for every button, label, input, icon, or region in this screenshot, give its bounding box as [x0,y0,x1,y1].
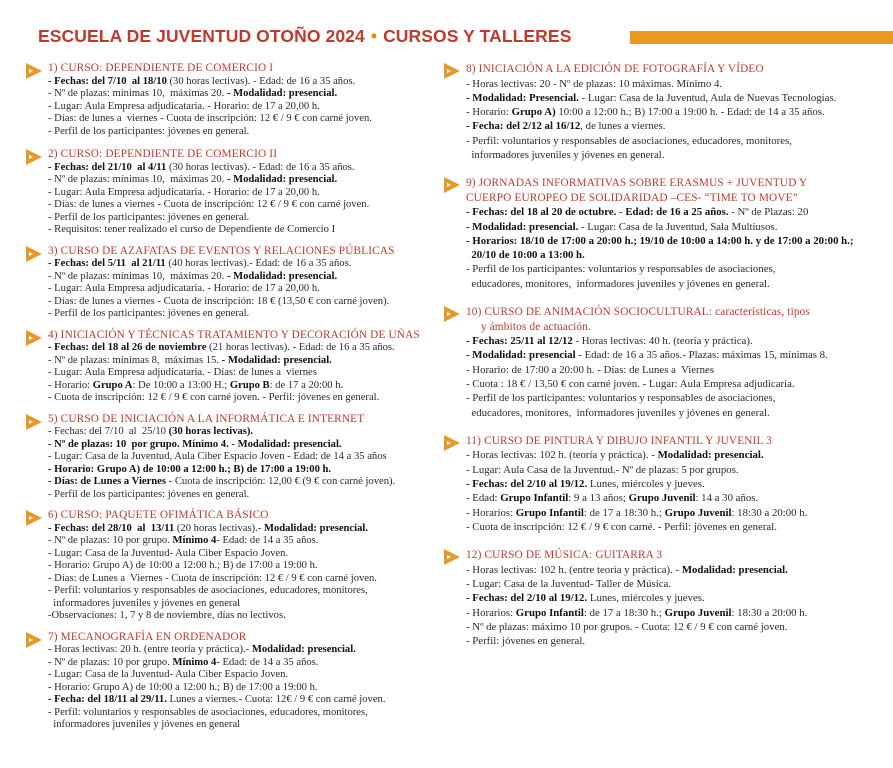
course-detail-line [48,283,436,296]
detail-text: - Nº de plazas: mínimas 10, máximas 20. [48,270,227,282]
course-title [48,62,436,76]
detail-text: - Fechas: del 7/10 al 25/10 [48,426,169,437]
detail-text: - Cuota de inscripción: 12,00 € (9 € con carné joven). [166,476,396,487]
detail-emphasis: Grupo Juvenil [664,506,732,519]
course-detail-line [48,392,436,405]
detail-text: - Cuota : 18 € / 13,50 € con carné joven. - Lugar: Aula Empresa adjudicaria. [466,377,795,390]
course-section [444,176,889,291]
course-detail-line [48,224,436,237]
detail-text: : 14 a 30 años. [695,492,759,505]
detail-emphasis: - Días: de Lunes a Viernes [48,476,167,487]
detail-text: - Nº de plazas: máximo 10 por grupos. - [466,620,642,633]
course-detail-line [48,682,436,695]
detail-text: , de lunes a viernes. [580,120,666,133]
course-detail-line [466,334,889,348]
course-detail-line [48,573,436,586]
detail-emphasis: Grupo Juvenil [628,492,696,505]
detail-text: (40 horas lectivas).- Edad: de 16 a 35 años. [165,258,352,269]
course-detail-line [48,598,436,611]
course-section [26,509,436,623]
detail-text: -Observaciones: 1, 7 y 8 de noviembre, días no lectivos. [48,610,286,621]
course-detail-line [466,205,889,219]
detail-text: (21 horas lectivas). - Edad: de 16 a 35 años. [206,342,395,353]
course-detail-line [466,134,889,148]
detail-emphasis: Edad: de 16 a 25 años. [625,206,729,219]
detail-text: : de 17 a 18:30 h.; [583,606,665,619]
detail-text: - Nº de plazas: 10 por grupo. [48,535,173,546]
course-section [444,62,889,162]
detail-emphasis: Mínimo 4 [172,656,217,668]
detail-emphasis: Grupo Juvenil [664,606,732,619]
title-separator: • [370,26,378,46]
course-detail-line [466,563,889,577]
course-detail-line [466,234,889,248]
detail-text: - Lugar: Casa de la Juventud- Aula Ciber Espacio Joven. [48,669,289,680]
course-detail-line [48,174,436,187]
detail-text: - Perfil de los participantes: voluntarios y responsables de asociaciones, [466,263,776,276]
detail-text: - Horas lectivas: 102 h. (teoría y práctica). - [466,449,658,462]
detail-emphasis: Grupo B [229,379,270,391]
course-detail-line [48,367,436,380]
course-detail-line [48,101,436,114]
arrow-bullet-icon [444,177,460,193]
detail-text: - Horas lectivas: 20 - Nº de plazas: 10 máximas. Mínimo 4. [466,77,723,90]
course-title-text: 11) CURSO DE PINTURA Y DIBUJO INFANTIL Y JUVENIL 3 [466,434,772,447]
course-title-text: 2) CURSO: DEPENDIENTE DE COMERCIO II [48,148,278,160]
detail-emphasis: - Fechas: del 5/11 al 21/11 [48,258,166,269]
course-detail-line [48,258,436,271]
course-detail-line [48,126,436,139]
detail-text: - Horas lectivas: 40 h. (teoría y práctica). [572,335,753,348]
course-title [48,329,436,343]
detail-text: - Horas lectivas: 20 h. (entre teoría y práctica).- [48,644,252,655]
detail-text: - Edad: de 14 a 35 años. [216,656,319,668]
course-title [48,148,436,162]
arrow-bullet-icon [26,246,42,262]
course-title-text: 10) CURSO DE ANIMACIÓN SOCIOCULTURAL: características, tipos [466,306,811,319]
detail-text: - Cuota de inscripción: 12 € / 9 € con carné. - Perfil: jóvenes en general. [466,520,777,533]
course-detail-line [466,477,889,491]
course-title-text: 8) INICIACIÓN A LA EDICIÓN DE FOTOGRAFÍA Y VÍDEO [466,63,764,75]
detail-emphasis: - Fechas: 25/11 al 12/12 [466,335,573,348]
detail-emphasis: - Modalidad: presencial. [226,270,338,282]
detail-emphasis: Mínimo 4 [172,535,217,546]
course-section [26,413,436,502]
course-title-text: 6) CURSO: PAQUETE OFIMÁTICA BÁSICO [48,509,269,521]
detail-text: : de 17 a 20:00 h. [269,379,344,391]
course-detail-line [466,506,889,520]
detail-text: - Perfil de los participantes: jóvenes en general. [48,488,250,500]
course-detail-line [48,187,436,200]
course-section [26,329,436,405]
course-detail-line [48,76,436,89]
course-detail-line [466,148,889,162]
course-title [466,305,889,334]
arrow-bullet-icon [26,510,42,526]
course-detail-line [466,262,889,276]
course-section [26,631,436,732]
course-detail-line [48,610,436,623]
detail-text: - Nº de plazas: mínimas 10, máximas 20. [48,88,227,99]
detail-text: - Horas lectivas: 102 h. (entre teoría y práctica). - [466,563,682,576]
course-title [48,245,436,259]
course-detail-line [466,105,889,119]
course-detail-line [466,220,889,234]
course-detail-line [48,464,436,477]
detail-text: Lunes, miércoles y jueves. [587,477,705,490]
detail-text: Lunes a viernes.- Cuota: 12€ / 9 € con carné joven. [166,694,386,705]
detail-emphasis: - Fechas: del 2/10 al 19/12. [466,592,588,605]
detail-emphasis: Grupo Infantil [515,606,584,619]
detail-emphasis: - Horarios: 18/10 de 17:00 a 20:00 h.; 19/10 de 10:00 a 14:00 h. y de 17:00 a 20:00 h.; [466,234,854,247]
course-detail-line [48,535,436,548]
course-detail-line [466,363,889,377]
course-detail-line [466,77,889,91]
detail-text: - Perfil: voluntarios y responsables de asociaciones, educadores, monitores, [48,706,368,718]
course-section [26,62,436,138]
course-detail-line [466,520,889,534]
detail-text: Lunes, miércoles y jueves. [587,592,705,605]
course-detail-line [466,463,889,477]
course-detail-line [466,119,889,133]
detail-text: - Requisitos: tener realizado el curso de Dependiente de Comercio I [48,224,336,235]
course-detail-line [48,439,436,452]
detail-emphasis: - Fechas: del 7/10 al 18/10 [48,75,167,87]
course-detail-line [466,248,889,262]
detail-text: - Lugar: Aula Casa de la Juventud.- Nº de plazas: 5 por grupos. [466,463,739,476]
course-title [466,62,889,77]
course-detail-line [48,707,436,720]
course-detail-line [466,348,889,362]
course-detail-line [48,657,436,670]
detail-text: - Días: de Lunes a Viernes - Cuota de inscripción: 12 € / 9 € con carné joven. [48,572,377,584]
course-title-continued: CUERPO EUROPEO DE SOLIDARIDAD –CES- “TIME TO MOVE” [466,191,798,204]
detail-text: - Perfil: voluntarios y responsables de asociaciones, educadores, monitores, [466,134,792,147]
detail-emphasis: Modalidad: presencial. [681,563,788,576]
detail-text: - Perfil: jóvenes en general. [466,635,586,648]
course-title [466,434,889,449]
detail-text: - Nº de plazas: mínimas 10, máximas 20. [48,174,227,185]
detail-text: - Horario: Grupo A) de 10:00 a 12:00 h.; B) de 17:00 a 19:00 h. [48,681,318,693]
detail-text: : de 17 a 18:30 h.; [583,506,665,519]
course-detail-line [48,308,436,321]
course-detail-line [48,489,436,502]
detail-text: : 18:30 a 20:00 h. [731,606,808,619]
course-section [444,434,889,534]
detail-emphasis: Modalidad: presencial. [251,644,356,655]
page-title [38,26,571,47]
course-detail-line [48,476,436,489]
course-detail-line [48,271,436,284]
arrow-bullet-icon [444,63,460,79]
header-accent-bar [630,31,893,44]
detail-emphasis: Grupo Infantil [515,506,584,519]
detail-text: - Horarios: [466,606,516,619]
course-section [26,148,436,237]
course-detail-line [466,491,889,505]
detail-emphasis: (30 horas lectivas). [168,426,254,437]
detail-text: (30 horas lectivas). - Edad: de 16 a 35 años. [166,75,356,87]
detail-emphasis: - Modalidad: presencial. [226,88,338,99]
course-detail-line [48,380,436,393]
arrow-bullet-icon [444,435,460,451]
detail-emphasis: - Fecha: del 18/11 al 29/11. [48,694,167,705]
detail-emphasis: - Modalidad: presencial. [466,220,579,233]
detail-emphasis: 20/10 de 10:00 a 13:00 h. [466,249,585,262]
detail-text: - Edad: [466,492,501,505]
detail-emphasis: - Fechas: del 18 al 26 de noviembre [48,342,207,353]
course-detail-line [48,585,436,598]
detail-emphasis: - Modalidad: presencial. [221,354,332,366]
course-title-text: 5) CURSO DE INICIACIÓN A LA INFORMÁTICA E INTERNET [48,412,365,425]
detail-emphasis: Grupo Infantil [500,492,569,505]
detail-text: : 18:30 a 20:00 h. [731,506,808,519]
detail-text: - Perfil de los participantes: jóvenes en general. [48,308,250,319]
page-header [0,0,893,52]
course-detail-line [466,377,889,391]
course-detail-line [48,548,436,561]
detail-text: : De 10:00 a 13:00 H.; [132,379,230,391]
detail-text: - Nº de Plazas: 20 [728,206,809,219]
course-title-continued: y ámbitos de actuación. [466,320,591,333]
course-detail-line [48,669,436,682]
detail-emphasis: - Horario: Grupo A) de 10:00 a 12:00 h.; B) de 17:00 a 19:00 h. [48,463,332,475]
detail-text: educadores, monitores, informadores juveniles y jóvenes en general. [466,406,770,419]
arrow-bullet-icon [26,414,42,430]
detail-emphasis: Grupo A [92,379,133,391]
detail-emphasis: - Fecha: del 2/12 al 16/12 [466,120,581,133]
detail-text: - Cuota de inscripción: 12 € / 9 € con carné joven. - Perfil: jóvenes en general. [48,392,380,403]
arrow-bullet-icon [444,306,460,322]
course-detail-line [466,277,889,291]
course-section [444,305,889,420]
course-detail-line [48,719,436,732]
detail-text: - Horarios: [466,506,516,519]
course-detail-line [48,451,436,464]
course-title-text: 3) CURSO DE AZAFATAS DE EVENTOS Y RELACIONES PÚBLICAS [48,244,395,257]
course-detail-line [466,448,889,462]
course-title-text: 4) INICIACIÓN Y TÉCNICAS TRATAMIENTO Y DECORACIÓN DE UÑAS [48,328,420,341]
course-detail-line [466,91,889,105]
detail-text: - Lugar: Aula Empresa adjudicataria. - Horario: de 17 a 20,00 h. [48,100,320,112]
course-section [444,548,889,648]
detail-emphasis: - Modalidad: presencial [466,349,576,362]
detail-text: - Días: de lunes a viernes - Cuota de inscripción: 12 € / 9 € con carné joven. [48,199,370,210]
detail-emphasis: - Fechas: del 2/10 al 19/12. [466,477,588,490]
course-title-text: 12) CURSO DE MÚSICA: GUITARRA 3 [466,549,663,562]
course-detail-line [466,606,889,620]
detail-text: (30 horas lectivas). - Edad: de 16 a 35 años. [166,161,355,173]
detail-text: - [616,206,626,219]
title-main: ESCUELA DE JUVENTUD OTOÑO 2024 [38,26,365,46]
detail-emphasis: - Nº de plazas: 10 por grupo. Mínimo 4. - Modalidad: presencial. [48,438,342,450]
detail-text: - Nº de plazas: 10 por grupo. [48,656,173,668]
detail-text: informadores juveniles y jóvenes en general [48,719,241,730]
detail-emphasis: Grupo A) [511,106,556,119]
course-detail-line [48,162,436,175]
detail-text: - Horario: [466,106,512,119]
detail-text: - Lugar: Casa de la Juventud, Aula de Nuevas Tecnologías. [578,91,837,104]
arrow-bullet-icon [26,632,42,648]
detail-text: - Lugar: Casa de la Juventud- Taller de Música. [466,577,672,590]
detail-emphasis: - Modalidad: Presencial. [466,91,579,104]
course-detail-line [48,199,436,212]
detail-emphasis: - Fechas: del 28/10 al 13/11 [48,522,175,534]
detail-text: - Perfil de los participantes: jóvenes en general. [48,125,250,137]
detail-text: - Perfil de los participantes: jóvenes en general. [48,211,250,223]
detail-text: - Lugar: Casa de la Juventud, Aula Ciber Espacio Joven - Edad: de 14 a 35 años [48,451,387,462]
detail-text: 10:00 a 12:00 h.; B) 17:00 a 19:00 h. - Edad: de 14 a 35 años. [555,106,825,119]
detail-text: informadores juveniles y jóvenes en general. [466,148,665,161]
course-title [48,509,436,523]
course-detail-line [48,523,436,536]
arrow-bullet-icon [444,549,460,565]
detail-text: - Edad: de 14 a 35 años. [216,535,319,546]
detail-text: - Lugar: Aula Empresa adjudicataria. - Horario: de 17 a 20,00 h. [48,186,320,198]
arrow-bullet-icon [26,63,42,79]
arrow-bullet-icon [26,330,42,346]
course-detail-line [48,212,436,225]
detail-text: - Días: de lunes a viernes - Cuota de inscripción: 18 € (13,50 € con carné joven). [48,295,390,307]
detail-text: - Lugar: Casa de la Juventud, Sala Multiusos. [578,220,778,233]
arrow-bullet-icon [26,149,42,165]
course-detail-line [48,296,436,309]
detail-text: - Horario: [48,379,93,391]
course-title [466,548,889,563]
detail-text: - Lugar: Aula Empresa adjudicataria. - Días: de lunes a viernes [48,367,317,378]
detail-text: - Lugar: Aula Empresa adjudicataria. - Horario: de 17 a 20,00 h. [48,283,320,294]
title-subtitle: CURSOS Y TALLERES [383,26,572,46]
course-detail-line [48,88,436,101]
course-title [466,176,889,205]
course-detail-line [48,694,436,707]
detail-text: - Horario: de 17:00 a 20:00 h. - Días: de Lunes a Viernes [466,363,715,376]
course-detail-line [466,391,889,405]
detail-emphasis: Modalidad: presencial. [263,522,368,534]
course-detail-line [48,426,436,439]
course-title [48,413,436,427]
course-detail-line [466,577,889,591]
course-detail-line [48,342,436,355]
course-title-text: 1) CURSO: DEPENDIENTE DE COMERCIO I [48,62,274,74]
course-title [48,631,436,645]
detail-text: - Lugar: Casa de la Juventud- Aula Ciber Espacio Joven. [48,547,289,559]
course-section [26,245,436,321]
detail-text: Cuota: 12 € / 9 € con carné joven. [641,620,788,633]
detail-text: - Edad: de 16 a 35 años.- Plazas: máximas 15, mínimas 8. [575,349,828,362]
detail-emphasis: - Fechas: del 21/10 al 4/11 [48,161,167,173]
course-detail-line [48,113,436,126]
detail-text: (20 horas lectivas).- [174,522,264,534]
course-detail-line [466,591,889,605]
course-title-text: 9) JORNADAS INFORMATIVAS SOBRE ERASMUS + JUVENTUD Y [466,177,808,190]
course-detail-line [48,355,436,368]
course-detail-line [466,620,889,634]
course-detail-line [48,644,436,657]
detail-text: - Días: de lunes a viernes - Cuota de inscripción: 12 € / 9 € con carné joven. [48,113,372,124]
right-column [444,62,889,648]
detail-text: - Perfil: voluntarios y responsables de asociaciones, educadores, monitores, [48,585,368,596]
detail-text: educadores, monitores, informadores juveniles y jóvenes en general. [466,277,770,290]
course-detail-line [48,560,436,573]
detail-text: - Perfil de los participantes: voluntarios y responsables de asociaciones, [466,392,776,405]
course-detail-line [466,406,889,420]
course-title-text: 7) MECANOGRAFÍA EN ORDENADOR [48,630,247,643]
course-detail-line [466,634,889,648]
detail-text: : 9 a 13 años; [568,492,629,505]
detail-emphasis: - Modalidad: presencial. [226,174,338,185]
detail-text: - Nº de plazas: mínimas 8, máximas 15. [48,354,222,366]
detail-emphasis: - Fechas: del 18 al 20 de octubre. [466,206,617,219]
detail-text: informadores juveniles y jóvenes en general [48,597,241,609]
detail-text: - Horario: Grupo A) de 10:00 a 12:00 h.; B) de 17:00 a 19:00 h. [48,560,318,571]
detail-emphasis: Modalidad: presencial. [657,449,764,462]
left-column [26,62,436,732]
